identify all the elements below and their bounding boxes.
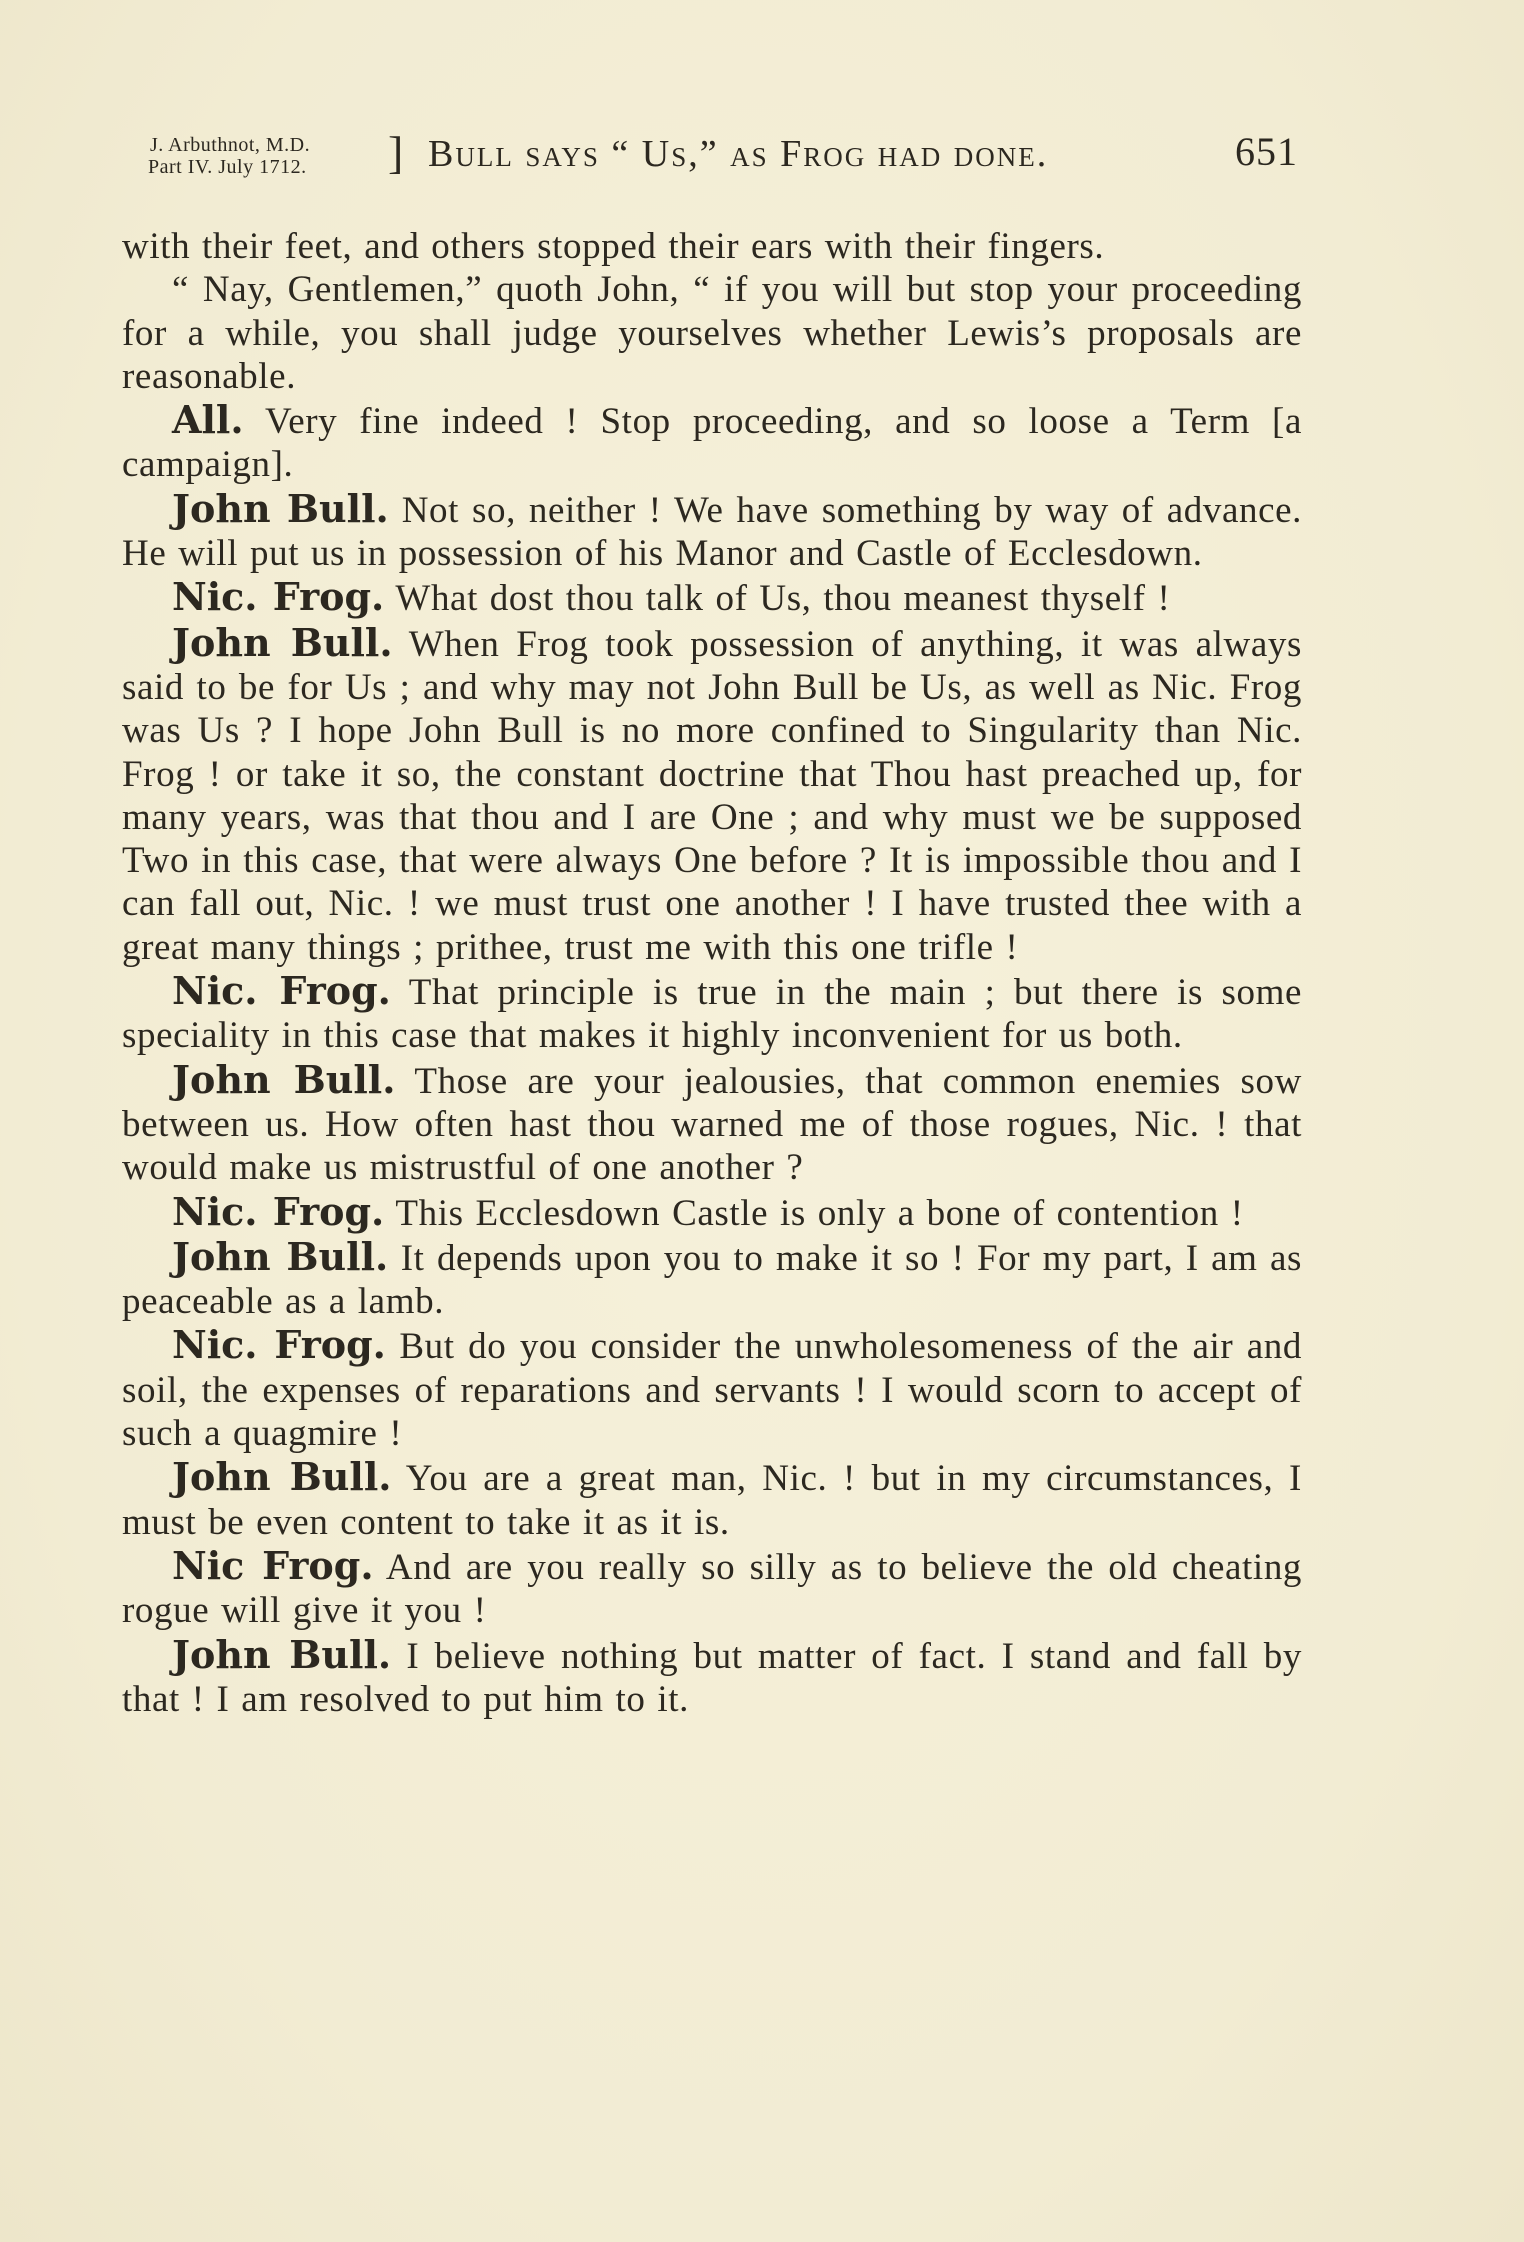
paragraph: All. Very fine indeed ! Stop proceeding, and so loose a Term [a campaign]. [122,397,1302,486]
paragraph: John Bull. Not so, neither ! We have something by way of advance. He will put us in possession of his Manor and Castle of Ecclesdown. [122,485,1302,575]
speaker-name: Nic Frog. [172,1542,374,1588]
speaker-name: Nic. Frog. [172,574,385,620]
speaker-name: All. [172,397,244,443]
paragraph: John Bull. When Frog took possession of anything, it was always said to be for Us ; and why may not John Bull be Us, as well as Nic. Frog was Us ? I hope John Bull is no more confined to Singularity than Nic. Frog ! or take it so, the constant doctrine that Thou hast preached up, for many years, was that thou and I are One ; and why must we be supposed Two in this case, that were always One before ? It is impossible thou and I can fall out, Nic. ! we must trust one another ! I have trusted thee with a great many things ; prithee, trust me with this one trifle ! [122,619,1302,968]
speaker-name: Nic. Frog. [172,1322,386,1368]
paragraph: John Bull. You are a great man, Nic. ! but in my circumstances, I must be even content to take it as it is. [122,1454,1302,1543]
speaker-name: Nic. Frog. [172,968,391,1014]
body-text [122,225,1302,1721]
paragraph: Nic. Frog. This Ecclesdown Castle is only a bone of contention ! [172,1188,1244,1234]
paragraph: “ Nay, Gentlemen,” quoth John, “ if you will but stop your proceeding for a while, you shall judge yourselves whether Lewis’s proposals are reasonable. [122,269,1302,397]
speaker-name: John Bull. [172,619,393,665]
paragraph: John Bull. I believe nothing but matter of fact. I stand and fall by that ! I am resolved to put him to it. [122,1631,1302,1720]
speaker-name: John Bull. [172,1056,396,1102]
speaker-name: John Bull. [172,1631,392,1677]
running-title: Bull says “ Us,” as Frog had done. [428,133,1049,175]
speaker-name: John Bull. [172,1233,389,1279]
speaker-name: Nic. Frog. [172,1188,385,1234]
part-date-line: Part IV. July 1712. [148,156,307,178]
speaker-name: John Bull. [172,485,389,531]
speaker-name: John Bull. [172,1454,392,1500]
paragraph: John Bull. Those are your jealousies, that common enemies sow between us. How often hast thou warned me of those rogues, Nic. ! that would make us mistrustful of one another ? [122,1056,1302,1189]
page-number: 651 [1235,129,1298,174]
paragraph: with their feet, and others stopped their ears with their fingers. [122,226,1105,267]
paragraph: Nic Frog. And are you really so silly as to believe the old cheating rogue will give it you ! [122,1542,1303,1632]
paragraph: Nic. Frog. But do you consider the unwholesomeness of the air and soil, the expenses of reparations and servants ! I would scorn to accept of such a quagmire ! [122,1322,1303,1455]
header-bracket: ] [388,127,404,178]
paragraph: John Bull. It depends upon you to make it so ! For my part, I am as peaceable as a lamb. [122,1233,1302,1323]
running-header [148,128,1298,188]
paragraph: Nic. Frog. That principle is true in the main ; but there is some speciality in this case that makes it highly inconvenient for us both. [122,968,1303,1057]
paragraph: Nic. Frog. What dost thou talk of Us, thou meanest thyself ! [172,574,1171,620]
author-line: J. Arbuthnot, M.D. [150,134,311,156]
author-reference [148,134,310,178]
